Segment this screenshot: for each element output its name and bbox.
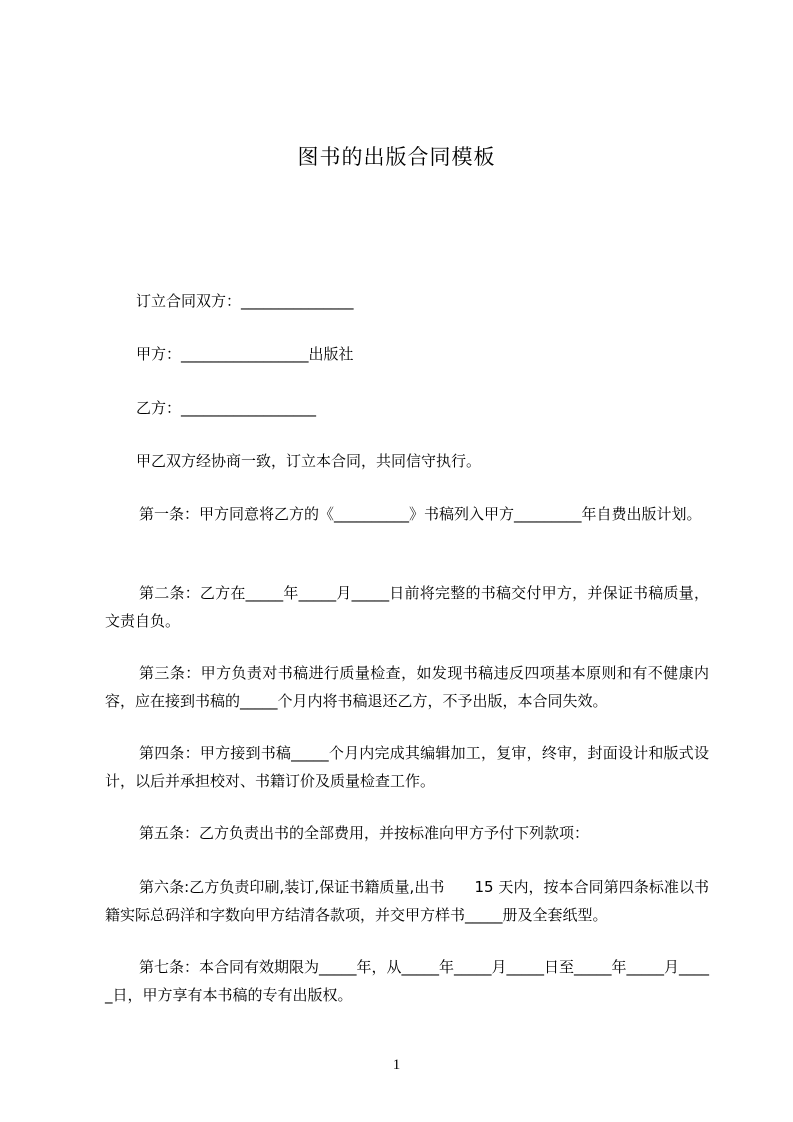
article-5: 第五条：乙方负责出书的全部费用，并按标准向甲方予付下列款项： <box>139 824 590 842</box>
party-a-line: 甲方：_________________出版社 <box>136 345 354 363</box>
article-6: 第六条:乙方负责印刷,装订,保证书籍质量,出书 15 天内，按本合同第四条标准以书籍实际总码洋和字数向甲方结清各款项，并交甲方样书_____册及全套纸型。 <box>105 878 709 924</box>
page-number: 1 <box>392 1057 401 1073</box>
article-2: 第二条：乙方在_____年_____月_____日前将完整的书稿交付甲方，并保证书稿质量，文责自负。 <box>105 584 709 630</box>
document-title: 图书的出版合同模板 <box>297 145 496 169</box>
agreement-statement: 甲乙双方经协商一致，订立本合同，共同信守执行。 <box>136 452 482 470</box>
party-b-line: 乙方：__________________ <box>136 399 317 417</box>
article-7: 第七条：本合同有效期限为_____年，从_____年_____月_____日至_____年_____月_____日，甲方享有本书稿的专有出版权。 <box>105 958 710 1004</box>
article-3: 第三条：甲方负责对书稿进行质量检查，如发现书稿违反四项基本原则和有不健康内容，应在接到书稿的_____个月内将书稿退还乙方，不予出版，本合同失效。 <box>105 664 709 710</box>
article-4: 第四条：甲方接到书稿_____个月内完成其编辑加工，复审，终审，封面设计和版式设计，以后并承担校对、书籍订价及质量检查工作。 <box>105 744 709 790</box>
contract-parties-line: 订立合同双方：_______________ <box>136 292 354 310</box>
article-1: 第一条：甲方同意将乙方的《__________》书稿列入甲方_________年自费出版计划。 <box>139 505 702 523</box>
